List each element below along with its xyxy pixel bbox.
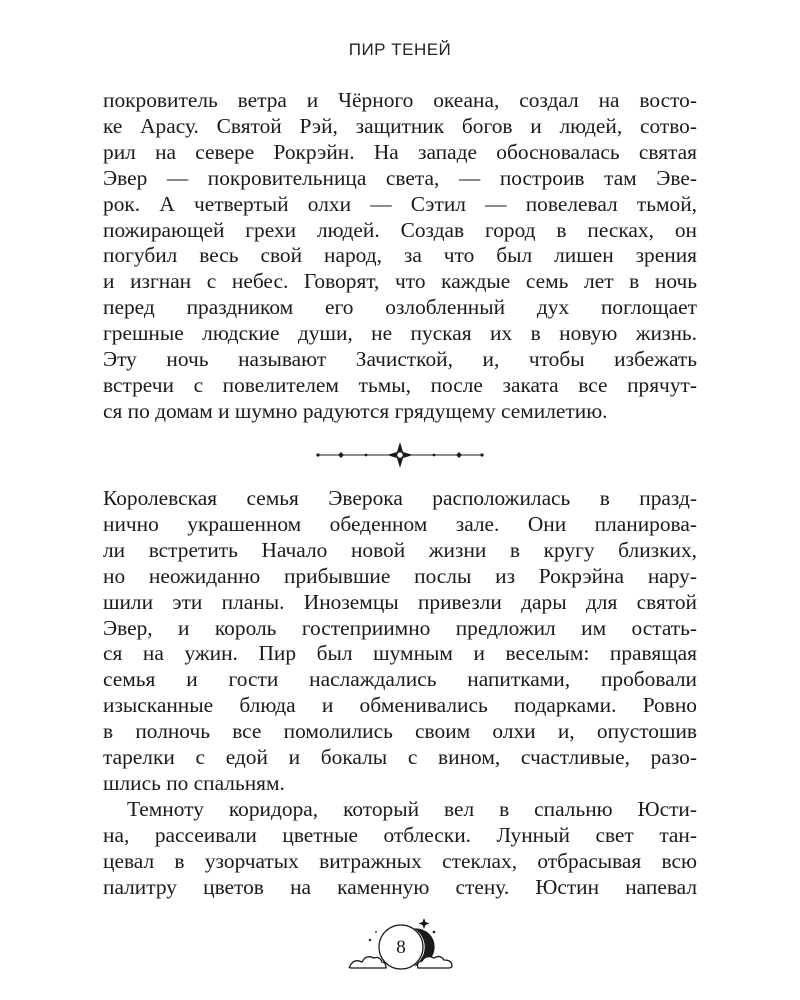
text-line: на, рассеивали цветные отблески. Лунный свет тан- (103, 822, 697, 847)
text-line: покровитель ветра и Чёрного океана, создал на восто- (103, 88, 697, 112)
text-line: рил на севере Рокрэйн. На западе обосновалась святая (103, 139, 697, 164)
text-line: ке Арасу. Святой Рэй, защитник богов и людей, сотво- (103, 113, 697, 138)
text-line: Темноту коридора, который вел в спальню Юсти- (127, 796, 697, 821)
text-section-1 (103, 88, 697, 425)
text-line: шлись по спальням. (103, 770, 285, 795)
text-line: цевал в узорчатых витражных стеклах, отбрасывая всю (103, 848, 697, 873)
text-line: ся на ужин. Пир был шумным и веселым: правящая (103, 641, 697, 666)
text-line: грешные людские души, не пуская их в новую жизнь. (103, 321, 697, 346)
text-line: пожирающей грехи людей. Создав город в песках, он (103, 217, 697, 242)
text-line: шили эти планы. Иноземцы привезли дары для святой (103, 589, 697, 614)
text-line: но неожиданно прибывшие послы из Рокрэйна нару- (103, 563, 697, 588)
text-line: рок. А четвертый олхи — Сэтил — повелевал тьмой, (103, 191, 697, 216)
text-line: нично украшенном обеденном зале. Они планирова- (103, 511, 697, 536)
text-line: в полночь все помолились своим олхи и, опустошив (103, 719, 697, 744)
text-line: палитру цветов на каменную стену. Юстин напевал (103, 874, 697, 899)
running-head: ПИР ТЕНЕЙ (348, 40, 452, 59)
text-line: Эту ночь называют Зачисткой, и, чтобы избежать (103, 347, 697, 372)
text-section-2 (103, 486, 697, 901)
text-line: Эвер — покровительница света, — построив там Эве- (103, 165, 697, 190)
page-number: 8 (396, 937, 406, 958)
section-divider-ornament (310, 440, 490, 470)
text-line: изысканные блюда и обменивались подарками. Ровно (103, 693, 697, 718)
text-line: семья и гости наслаждались напитками, пробовали (103, 667, 697, 692)
page-number-emblem (346, 910, 456, 984)
text-line: перед праздником его озлобленный дух поглощает (103, 295, 697, 320)
text-line: Эвер, и король гостеприимно предложил им остать- (103, 615, 697, 640)
text-line: ли встретить Начало новой жизни в кругу близких, (103, 537, 697, 562)
text-line: Королевская семья Эверока расположилась в празд- (103, 486, 697, 510)
text-line: встречи с повелителем тьмы, после заката все прячут- (103, 372, 697, 397)
text-line: погубил весь свой народ, за что был лишен зрения (103, 243, 697, 268)
text-line: ся по домам и шумно радуются грядущему семилетию. (103, 398, 608, 423)
text-line: тарелки с едой и бокалы с вином, счастливые, разо- (103, 745, 697, 770)
text-line: и изгнан с небес. Говорят, что каждые семь лет в ночь (103, 269, 697, 294)
